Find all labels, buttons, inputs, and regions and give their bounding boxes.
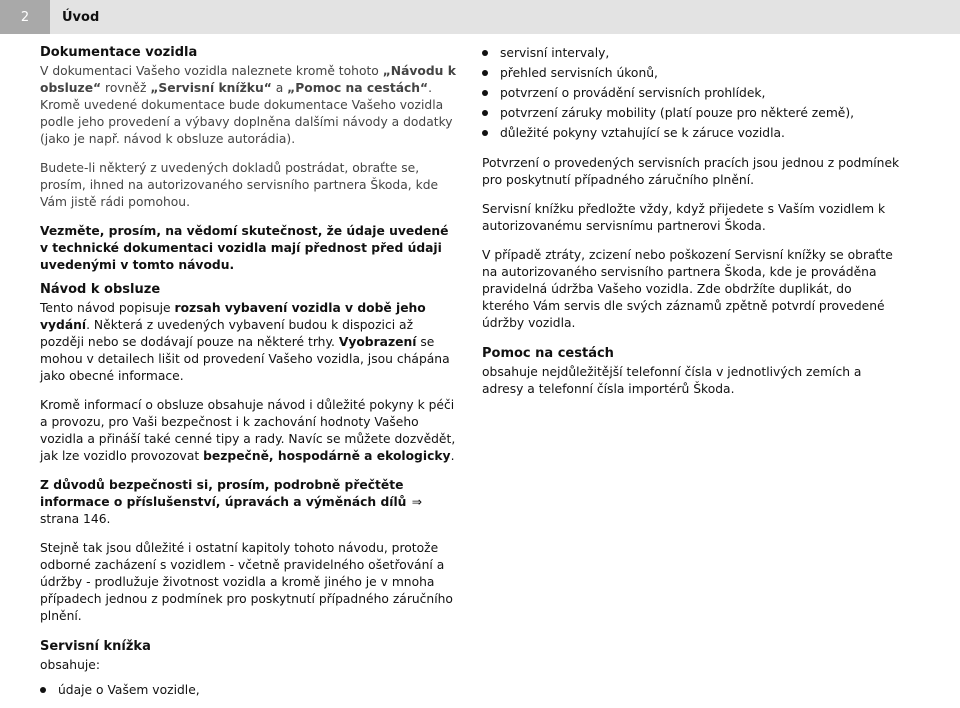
service-book-paragraph-3: V případě ztráty, zcizení nebo poškození Servisní knížky se obraťte na autorizovaného servisního partnera Škoda, kde je prováděna pravidelná údržba Vašeho vozidla. Zde obdržíte duplikát, do kterého Vám servis dle svých záznamů zpětně potvrdí provedené údržby vozidla. (482, 248, 893, 330)
documentation-paragraph-1 (40, 63, 460, 148)
manual-paragraph-4: Stejně tak jsou důležité i ostatní kapitoly tohoto návodu, protože odborné zacházení s vozidlem - včetně pravidelného ošetřování a údržby - prodlužuje životnost vozidla a kromě jiného je v mnoha případech jednou z podmínek pro poskytnutí případného záručního plnění. (40, 541, 453, 623)
text-run: Z důvodů bezpečnosti si, prosím, podrobně přečtěte informace o příslušenství, úpravách a výměnách dílů (40, 478, 411, 509)
text-run: a (271, 81, 288, 95)
list-item: servisní intervaly, (482, 43, 902, 63)
manual-paragraph-3 (40, 477, 460, 528)
page-header (0, 0, 960, 34)
bold-run: „Servisní knížku“ (150, 81, 272, 95)
bold-run: „Návodu k obsluze“ (40, 64, 456, 95)
service-book-intro: obsahuje: (40, 658, 100, 672)
bold-run: rozsah vybavení vozidla v době jeho vydání (40, 301, 426, 332)
page-number: 2 (0, 0, 50, 34)
bold-run: „Pomoc na cestách“ (287, 81, 429, 95)
list-item: přehled servisních úkonů, (482, 63, 902, 83)
text-run: se mohou v detailech lišit od provedení Vašeho vozidla, jsou chápána jako obecné informace. (40, 335, 450, 383)
section-title-documentation: Dokumentace vozidla (40, 45, 198, 60)
text-run: Tento návod popisuje (40, 301, 175, 315)
text-run: V dokumentaci Vašeho vozidla naleznete kromě tohoto (40, 64, 383, 78)
bold-run: bezpečně, hospodárně a ekologicky (203, 449, 451, 463)
right-column (482, 43, 902, 406)
manual-paragraph-2 (40, 397, 460, 465)
service-book-paragraph-2: Servisní knížku předložte vždy, když přijedete s Vaším vozidlem k autorizovanému servisnímu partnerovi Škoda. (482, 202, 886, 233)
list-item: údaje o Vašem vozidle, (40, 680, 460, 700)
service-book-list-left (40, 680, 460, 700)
text-run: rovněž (101, 81, 151, 95)
list-item: důležité pokyny vztahující se k záruce vozidla. (482, 123, 902, 143)
section-title-manual: Návod k obsluze (40, 282, 161, 297)
service-book-list-right (482, 43, 902, 143)
chapter-title: Úvod (62, 10, 100, 25)
list-item: potvrzení záruky mobility (platí pouze pro některé země), (482, 103, 902, 123)
page-reference-link[interactable]: strana 146. (40, 512, 111, 526)
text-run: . Kromě uvedené dokumentace bude dokumentace Vašeho vozidla podle jeho provedení a výbavy doplněna dalšími návody a dodatky (jako je např. návod k obsluze autorádia). (40, 81, 453, 146)
bold-run: Vyobrazení (338, 335, 417, 349)
text-run: . (450, 449, 455, 463)
roadside-assistance-paragraph: obsahuje nejdůležitější telefonní čísla v jednotlivých zemích a adresy a telefonní čísla importérů Škoda. (482, 365, 862, 396)
section-title-roadside-assistance: Pomoc na cestách (482, 346, 614, 361)
text-run: . Některá z uvedených vybavení budou k dispozici až později nebo se dodávají pouze na některé trhy. (40, 318, 414, 349)
documentation-paragraph-2: Budete-li některý z uvedených dokladů postrádat, obraťte se, prosím, ihned na autorizovaného servisního partnera Škoda, kde Vám jistě rádi pomohou. (40, 161, 439, 209)
service-book-paragraph-1: Potvrzení o provedených servisních pracích jsou jednou z podmínek pro poskytnutí případného záručního plnění. (482, 156, 900, 187)
text-run: Kromě informací o obsluze obsahuje návod i důležité pokyny k péči a provozu, pro Vaši bezpečnost i k zachování hodnoty Vašeho vozidla a přináší také cenné tipy a rady. Navíc se můžete dozvědět, jak lze vozidlo provozovat (40, 398, 456, 463)
documentation-paragraph-3: Vezměte, prosím, na vědomí skutečnost, že údaje uvedené v technické dokumentaci vozidla mají přednost před údaji uvedenými v tomto návodu. (40, 224, 449, 272)
left-column (40, 43, 460, 708)
manual-paragraph-1 (40, 300, 460, 385)
arrow-right-icon: ⇒ (411, 495, 423, 509)
list-item: potvrzení o provádění servisních prohlídek, (482, 83, 902, 103)
section-title-service-book: Servisní knížka (40, 639, 151, 654)
